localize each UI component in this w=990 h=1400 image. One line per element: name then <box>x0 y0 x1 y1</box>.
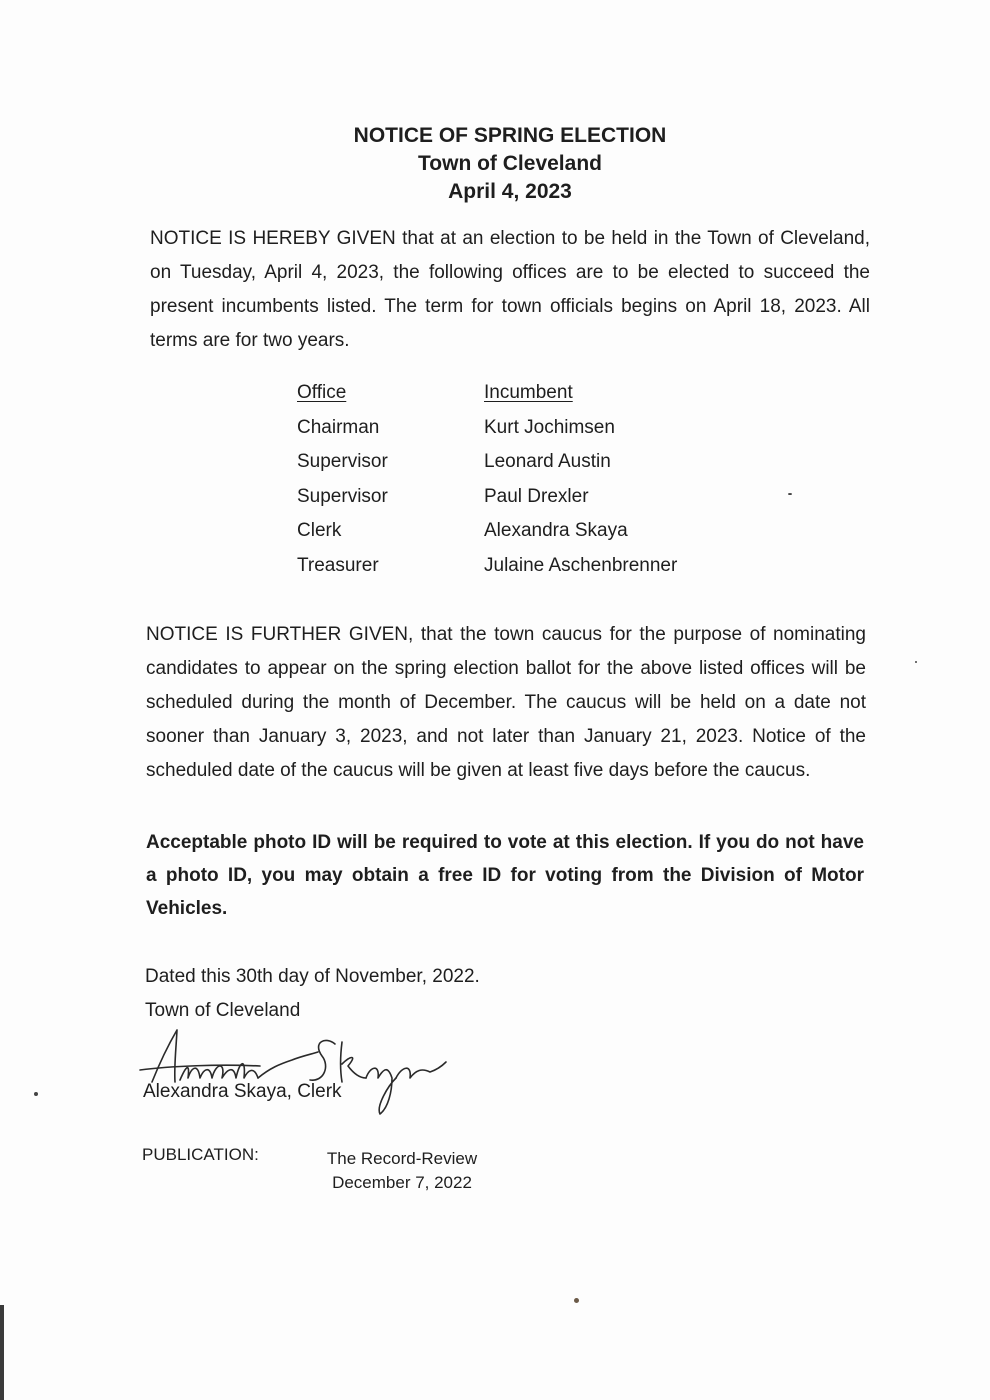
photo-id-notice: Acceptable photo ID will be required to vote at this election. If you do not have a photo ID, you may obtain a free ID for voting from the Division of Motor Vehicles. <box>146 832 864 919</box>
scan-speck <box>34 1092 38 1096</box>
office-cell: Treasurer <box>297 554 379 576</box>
publication-details <box>318 1147 486 1195</box>
notice-paragraph-2: NOTICE IS FURTHER GIVEN, that the town caucus for the purpose of nominating candidates to appear on the spring election ballot for the above listed offices will be scheduled during the month of December. The caucus will be held on a date not sooner than January 3, 2023, and not later than January 21, 2023. Notice of the scheduled date of the caucus will be given at least five days before the caucus. <box>146 624 866 781</box>
title-line-2: Town of Cleveland <box>418 152 602 175</box>
notice-title <box>0 122 990 206</box>
table-row <box>297 514 717 549</box>
publication-date: December 7, 2022 <box>332 1173 472 1192</box>
handwritten-signature <box>130 1022 460 1122</box>
scan-speck <box>574 1298 579 1303</box>
office-cell: Supervisor <box>297 485 388 507</box>
incumbent-cell: Julaine Aschenbrenner <box>484 554 678 576</box>
offices-table <box>297 376 717 583</box>
table-row <box>297 549 717 584</box>
scan-speck <box>915 661 917 663</box>
incumbent-column-header: Incumbent <box>484 382 573 403</box>
table-row <box>297 445 717 480</box>
table-row <box>297 411 717 446</box>
notice-paragraph-1: NOTICE IS HEREBY GIVEN that at an election to be held in the Town of Cleveland, on Tuesday, April 4, 2023, the following offices are to be elected to succeed the present incumbents listed. The term for town officials begins on April 18, 2023. All terms are for two years. <box>150 228 870 351</box>
table-row <box>297 480 717 515</box>
incumbent-cell: Leonard Austin <box>484 451 611 472</box>
dated-line: Dated this 30th day of November, 2022. <box>145 966 480 987</box>
office-column-header: Office <box>297 382 347 403</box>
office-cell: Chairman <box>297 416 380 438</box>
office-cell: Clerk <box>297 520 342 541</box>
dated-block <box>145 960 480 1028</box>
publication-label: PUBLICATION: <box>142 1145 259 1164</box>
incumbent-cell: Kurt Jochimsen <box>484 416 615 438</box>
scan-edge-shadow <box>0 1305 4 1400</box>
incumbent-cell: Alexandra Skaya <box>484 520 628 541</box>
publication-paper: The Record-Review <box>326 1149 478 1168</box>
signer-name: Alexandra Skaya, Clerk <box>143 1081 342 1102</box>
incumbent-cell: Paul Drexler <box>484 485 589 507</box>
title-line-1: NOTICE OF SPRING ELECTION <box>353 124 667 147</box>
table-header-row <box>297 376 717 411</box>
scan-speck <box>788 493 792 495</box>
office-cell: Supervisor <box>297 451 388 472</box>
town-line: Town of Cleveland <box>145 1000 301 1021</box>
title-line-3: April 4, 2023 <box>448 180 572 203</box>
